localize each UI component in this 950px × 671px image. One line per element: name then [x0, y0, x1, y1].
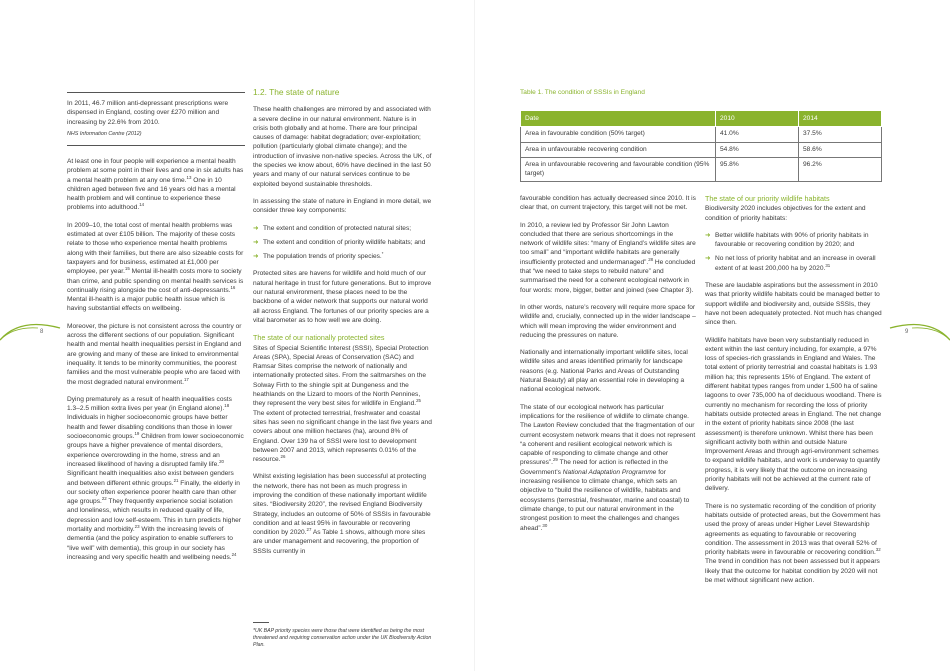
page-number-right: 9: [905, 329, 909, 335]
text: In 2009–10, the total cost of mental health problems was estimated at over £105 billion. The majority of these costs relate to those who experience mental health problems along with their families, but there are also sizeable costs for taxpayers and for business, estimated at £1,000 per employee, per year.: [67, 221, 244, 276]
paragraph: Wildlife habitats have been very substantially reduced in extent within the last century including, for example, a 97% loss of species-rich grasslands in England and Wales. The total extent of priority terrestrial and coastal habitats is 1.93 million ha; this represents 15% of England. The extent of different habitat types ranges from under 1,500 ha of saline lagoons to over 735,000 ha of deciduous woodland. There is currently no mechanism for recording the loss of priority habitats outside protected areas in England. The net change in the extent of priority habitats since 2008 (the last assessment) is therefore unknown. Whilst there has been significant activity both within and outside Nature Improvement Areas and through agri-environment schemes to expand wildlife habitats, and work is underway to quantify progress, it is very likely that the outcome on increasing priority habitats will not be achieved at the current rate of delivery.: [705, 336, 882, 493]
arrow-icon: ➜: [705, 231, 711, 239]
text: Dying prematurely as a result of health inequalities costs 1.3–2.5 million extra lives per year (in England alone).: [67, 395, 232, 413]
list-item-text: The extent and condition of protected natural sites;: [263, 224, 412, 232]
text: Mental ill-health is a major public health issue which is having substantial effects on wellbeing.: [67, 296, 225, 313]
footnote-ref: 23: [134, 523, 140, 529]
decorative-swoosh-right: [888, 318, 950, 344]
footnote-ref: 13: [186, 174, 192, 180]
table-cell: 95.8%: [716, 158, 799, 182]
footnote-ref: 17: [183, 376, 189, 382]
text: Mental ill-health costs more to society than crime, and public spending on mental health services is continually rising alongside the cost of anti-depressants.: [67, 268, 244, 294]
text: He concluded that “we need to take steps to rebuild nature” and summarised the need for a coherent ecological network in four words: more, bigger, better and joined (see Chapter 3).: [520, 258, 696, 294]
text: Moreover, the picture is not consistent across the country or across the different sections of our population. Significant health and mental health inequalities persist in England and are growing and many of these are linked to environmental inequality. It tends to be minority communities, the poorest families and the most vulnerable people who are faced with the most degraded natural environment.: [67, 322, 242, 386]
list-item: [253, 224, 433, 233]
table-header-cell: 2014: [799, 111, 882, 127]
section-heading: 1.2. The state of nature: [253, 87, 340, 97]
text: Children from lower socioeconomic groups have a higher prevalence of mental disorders, experience overcrowding in the home, stress and an increased likelihood of having a disrupted family life.: [67, 433, 244, 468]
text: The state of our ecological network has particular implications for the resilience of wildlife to climate change. The Lawton Review concluded that the fragmentation of our current ecosystem network means that it does not represent “a coherent and resilient ecological network which is capable of responding to climate change and other pressures”.: [520, 403, 696, 467]
paragraph: [253, 472, 433, 556]
list-item: [705, 254, 882, 273]
table-caption: Table 1. The condition of SSSIs in England: [520, 89, 645, 96]
list-item-text: No net loss of priority habitat and an increase in overall extent of at least 200,000 ha by 2020.: [715, 255, 876, 272]
text: The trend in condition has not been assessed but it appears likely that the outcome for habitat condition by 2020 will not be met without significant new action.: [705, 558, 880, 584]
footnote-ref: 26: [280, 453, 286, 459]
list-item: [253, 238, 433, 247]
column-3: [520, 194, 697, 541]
footnote-ref: 18: [224, 402, 230, 408]
text: for increasing resilience to climate change, which sets an objective to “build the resilience of wildlife, habitats and ecosystems (terrestrial, freshwater, marine and coastal) to climate change, to put our natural environment in the strongest position to meet the challenges and changes ahead”.: [520, 468, 690, 532]
footnote-ref: 27: [306, 526, 312, 532]
footnote-ref: 29: [552, 457, 558, 463]
text: With the increasing levels of dementia (and the policy aspiration to enable sufferers to “live well” with dementia), this group in our society has increasing and very specific health and wellbeing needs.: [67, 525, 233, 561]
table-cell: 96.2%: [799, 158, 882, 182]
footnote-ref: 30: [542, 522, 548, 528]
page-number-left: 8: [40, 329, 44, 335]
footnote-ref: 24: [231, 551, 237, 557]
ssi-condition-table: [520, 110, 882, 182]
pullquote-top-rule: [67, 92, 245, 93]
table-row: [521, 127, 882, 143]
footnote-ref: 31: [825, 262, 831, 268]
pullquote-text: In 2011, 46.7 million anti-depressant prescriptions were dispensed in England, costing over £270 million and increasing by 22.6% from 2010.: [67, 100, 229, 126]
list-item-text: The extent and condition of priority wildlife habitats; and: [263, 238, 426, 246]
text: Whilst existing legislation has been successful at protecting the network, there has not been as much progress in improving the condition of these nationally important wildlife sites. “Biodiversity 2020”, the revised England Biodiversity Strategy, includes an outcome of 50% of SSSIs in favourable condition and at least 95% in favourable or recovering condition by 2020.: [253, 473, 431, 537]
footnote-ref: 19: [134, 430, 140, 436]
paragraph: [67, 322, 245, 387]
arrow-icon: ➜: [253, 238, 259, 246]
paragraph: [520, 403, 697, 533]
arrow-icon: ➜: [253, 253, 259, 261]
table-header-row: [521, 111, 882, 127]
text: Sites of Special Scientific Interest (SSSI), Special Protection Areas (SPA), Special Areas of Conservation (SAC) and Ramsar Sites comprise the network of nationally and internationally protected sites. From the saltmarshes on the Solway Firth to the shingle spit at Dungeness and the heathlands on the Lizard to moors of the North Pennines, they represent the very best sites for wildlife in England.: [253, 344, 429, 408]
list-item-text: The population trends of priority species.: [263, 253, 382, 261]
paragraph: Biodiversity 2020 includes objectives for the extent and condition of priority habitats:: [705, 205, 866, 222]
text: At least one in four people will experience a mental health problem at some point in their lives and one in six adults has a mental health problem at any one time.: [67, 158, 244, 184]
paragraph: These health challenges are mirrored by and associated with a severe decline in our natural environment. Nature is in crisis both globally and at home. There are four principal causes of damage: habitat degradation; over-exploitation; pollution (particularly global climate change); and the introduction of invasive non-native species. Across the UK, of the species we know about, 60% have declined in the last 50 years and many of our natural services continue to be exploited beyond sustainable thresholds.: [253, 106, 432, 188]
table-cell: 41.0%: [716, 127, 799, 143]
footnote-ref: 28: [648, 256, 654, 262]
footnote-rule: [253, 622, 269, 623]
text: In 2010, a review led by Professor Sir John Lawton concluded that there are serious shortcomings in the network of wildlife sites: “many of England’s wildlife sites are too small” and “important wildlife habitats are generally insufficiently protected and undermanaged”.: [520, 221, 696, 266]
paragraph: [253, 344, 433, 465]
list-item: [253, 252, 433, 261]
arrow-icon: ➜: [253, 224, 259, 232]
table-header-cell: Date: [521, 111, 716, 127]
list-item: [705, 231, 882, 250]
subheading: The state of our priority wildlife habitats: [705, 194, 830, 203]
column-1: [67, 157, 245, 570]
pullquote-source: NHS Information Centre (2012): [67, 130, 142, 137]
footnote-ref: 15: [124, 266, 130, 272]
bullet-list: [705, 231, 882, 273]
table-cell: Area in unfavourable recovering and favourable condition (95% target): [521, 158, 716, 182]
text: Finally, the elderly in our society often experience poorer health care than other age groups.: [67, 479, 240, 506]
table-cell: 58.6%: [799, 142, 882, 158]
footnote-ref: 32: [875, 546, 881, 552]
footnote-ref: 14: [139, 202, 145, 208]
table-cell: 54.8%: [716, 142, 799, 158]
paragraph: [67, 395, 245, 562]
table-cell: 37.5%: [799, 127, 882, 143]
paragraph: [67, 221, 245, 314]
text: They frequently experience social isolation and loneliness, which results in reduced quality of life, depression and low self-esteem. This in turn predicts higher mortality and morbidity.: [67, 498, 241, 533]
paragraph: [520, 221, 697, 295]
paragraph: Protected sites are havens for wildlife and hold much of our natural heritage in trust for future generations. But to improve our natural environment, these places need to be the backbone of a wider network that supports our natural world all across England. The fortunes of our priority species are a vital barometer as to how well we are doing.: [253, 270, 432, 324]
decorative-swoosh-left: [0, 318, 62, 344]
column-2: [253, 88, 433, 564]
footnote-ref: 16: [230, 284, 236, 290]
paragraph: In other words, nature’s recovery will require more space for wildlife and, crucially, connected up in the wider landscape – which will mean improving the wider environment and reducing the pressures on nature.: [520, 303, 696, 339]
text: Significant health inequalities also exist between genders and between different ethnic groups.: [67, 470, 234, 487]
paragraph: favourable condition has actually decreased since 2010. It is clear that, on current trajectory, this target will not be met.: [520, 195, 696, 212]
list-item-text: Better wildlife habitats with 90% of priority habitats in favourable or recovering condition by 2020; and: [715, 231, 869, 249]
text-italic: National Adaptation Programme: [562, 468, 657, 476]
table-header-cell: 2010: [716, 111, 799, 127]
paragraph: In assessing the state of nature in England in more detail, we consider three key components:: [253, 197, 432, 215]
text: Individuals in higher socioeconomic groups have better health and fewer disabling conditions than those in lower socioeconomic groups.: [67, 414, 233, 441]
table-cell: Area in favourable condition (50% target): [521, 127, 716, 143]
arrow-icon: ➜: [705, 255, 711, 263]
footnote-ref: *: [381, 250, 384, 256]
footnote-ref: 21: [173, 477, 179, 483]
bullet-list: [253, 224, 433, 262]
text: There is no systematic recording of the condition of priority habitats outside of protected areas, but the Government has used the proxy of areas under Higher Level Stewardship agreements as equating to favourable or recovering condition. The assessment in 2013 was that overall 52% of priority habitats were in favourable or recovering condition.: [705, 502, 881, 557]
pullquote: [67, 92, 245, 139]
column-4: [705, 194, 882, 593]
table-cell: Area in unfavourable recovering condition: [521, 142, 716, 158]
table-row: [521, 142, 882, 158]
text: One in 10 children aged between five and 16 years old has a mental health problem and will continue to experience these problems into adulthood.: [67, 176, 236, 212]
text: The extent of protected terrestrial, freshwater and coastal sites has seen no significant change in the last five years and covers about one million hectares (ha), around 8% of England. Over 139 ha of SSSI were lost to development between 2007 and 2013, which represents 0.01% of the resource.: [253, 409, 432, 464]
footnote-ref: 20: [219, 458, 224, 464]
paragraph: These are laudable aspirations but the assessment in 2010 was that priority wildlife habitats could be managed better to support wildlife and biodiversity and, outside SSSIs, they have not been adequately protected. Not much has changed since then.: [705, 282, 882, 327]
footnote: *UK BAP priority species were those that were identified as being the most threatened and requiring conservation action under the UK Biodiversity Action Plan.: [253, 628, 432, 648]
footnote-ref: 25: [416, 398, 421, 404]
paragraph: [705, 502, 882, 586]
text: The need for action is reflected in the Government’s: [520, 459, 669, 476]
footnote-ref: 22: [101, 495, 107, 501]
pullquote-bottom-rule: [67, 145, 245, 146]
paragraph: [67, 157, 245, 213]
table-row: [521, 158, 882, 182]
subheading: The state of our nationally protected sites: [253, 333, 385, 343]
text: As Table 1 shows, although more sites are under management and recovering, the proportion of SSSIs currently in: [253, 529, 426, 555]
paragraph: Nationally and internationally important wildlife sites, local wildlife sites and areas identified primarily for landscape reasons (e.g. National Parks and Areas of Outstanding Natural Beauty) all play an essential role in developing a national ecological network.: [520, 349, 688, 394]
